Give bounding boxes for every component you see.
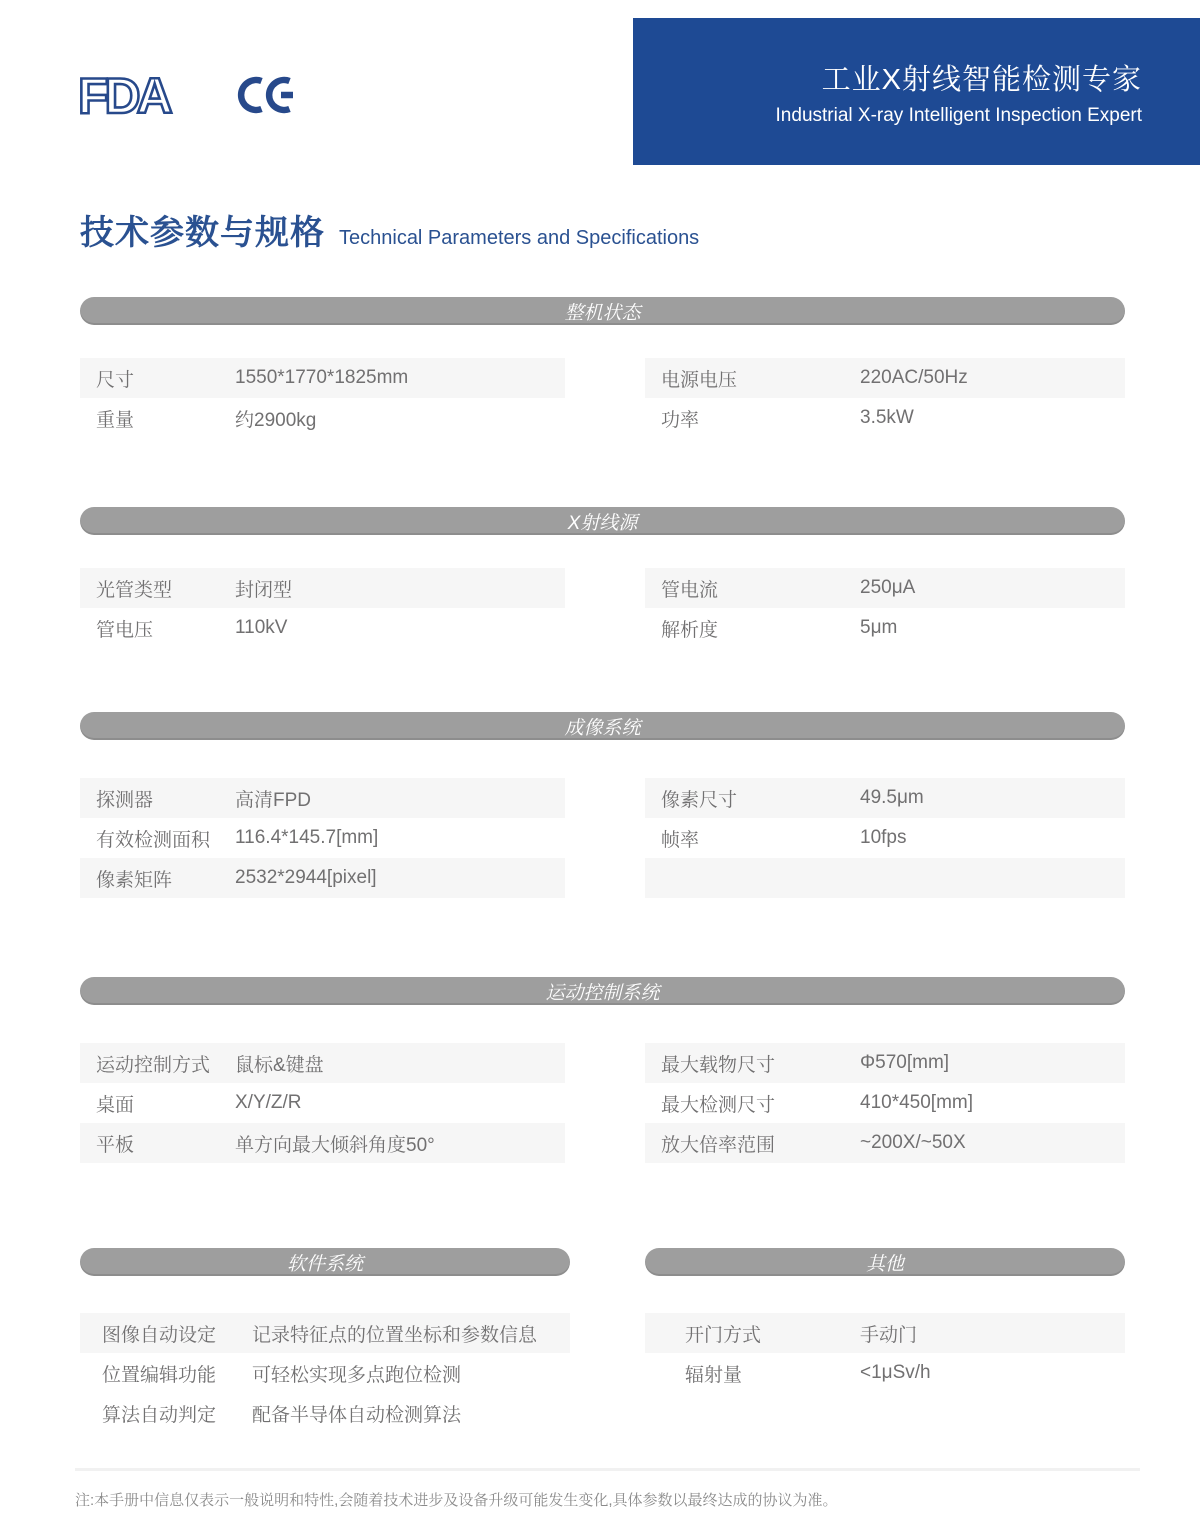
spec-label: 最大载物尺寸 [661,1054,776,1076]
page-title [80,205,699,254]
spec-row [645,1083,1125,1123]
spec-value: 单方向最大倾斜角度50° [235,1134,435,1156]
spec-row [645,778,1125,818]
spec-label: 帧率 [661,829,700,851]
spec-column-right [645,568,1125,648]
section-header-other: 其他 [645,1248,1125,1276]
spec-value: Φ570[mm] [860,1052,950,1073]
fda-logo-icon [78,68,198,127]
spec-column-left [80,568,565,648]
spec-row [80,358,565,398]
spec-row [80,1123,565,1163]
spec-row [80,1313,570,1353]
spec-label: 光管类型 [96,579,173,601]
spec-value: 116.4*145.7[mm] [235,827,379,848]
spec-row [80,1393,570,1433]
page-title-cn: 技术参数与规格 [80,214,325,252]
spec-value: 1550*1770*1825mm [235,367,409,388]
spec-row [80,1083,565,1123]
spec-label: 开门方式 [685,1324,762,1346]
spec-label: 最大检测尺寸 [661,1094,776,1116]
spec-value: 3.5kW [860,407,914,428]
spec-column-left [80,358,565,438]
spec-row [645,398,1125,438]
spec-row [645,818,1125,858]
spec-value: <1μSv/h [860,1362,931,1383]
spec-row-empty [645,858,1125,898]
spec-row [645,358,1125,398]
spec-row [645,1123,1125,1163]
spec-label: 平板 [96,1134,135,1156]
spec-row [80,858,565,898]
section-header-machine-status: 整机状态 [80,297,1125,325]
spec-value: 约2900kg [235,409,317,431]
spec-value: 手动门 [860,1324,918,1346]
spec-label: 辐射量 [685,1364,743,1386]
section-imaging-system [80,712,1125,891]
spec-label: 有效检测面积 [96,829,211,851]
spec-value: 10fps [860,827,907,848]
spec-row [80,778,565,818]
ce-mark-icon [236,73,298,122]
spec-label: 管电流 [661,579,719,601]
spec-value: 250μA [860,577,916,598]
spec-column-left [80,1043,565,1163]
spec-value: 记录特征点的位置坐标和参数信息 [252,1324,538,1346]
spec-value: 可轻松实现多点跑位检测 [252,1364,462,1386]
spec-value: ~200X/~50X [860,1132,966,1153]
software-column [80,1313,570,1433]
section-xray-source [80,507,1125,641]
section-header-software: 软件系统 [80,1248,570,1276]
spec-row [80,568,565,608]
section-motion-control [80,977,1125,1156]
spec-value: 110kV [235,617,288,638]
spec-row [645,1313,1125,1353]
spec-value: 高清FPD [235,789,312,811]
banner-title-cn: 工业X射线智能检测专家 [821,63,1142,96]
spec-row [645,608,1125,648]
spec-row [645,568,1125,608]
spec-row [80,398,565,438]
section-header-motion-control: 运动控制系统 [80,977,1125,1005]
spec-value: 2532*2944[pixel] [235,867,377,888]
spec-column-right [645,778,1125,898]
page-title-en: Technical Parameters and Specifications [339,227,700,249]
section-header-xray-source: X射线源 [80,507,1125,535]
spec-row [80,818,565,858]
spec-label: 算法自动判定 [102,1404,217,1426]
spec-label: 图像自动设定 [102,1324,217,1346]
spec-label: 尺寸 [96,369,135,391]
spec-label: 像素尺寸 [661,789,738,811]
spec-column-right [645,358,1125,438]
spec-value: X/Y/Z/R [235,1092,302,1113]
spec-value: 配备半导体自动检测算法 [252,1404,462,1426]
spec-label: 运动控制方式 [96,1054,211,1076]
svg-text:FDA: FDA [78,68,169,122]
header-banner [633,18,1200,165]
spec-row [80,608,565,648]
spec-row [645,1043,1125,1083]
spec-column-left [80,778,565,898]
spec-label: 放大倍率范围 [661,1134,776,1156]
spec-row [645,1353,1125,1393]
spec-value: 鼠标&键盘 [235,1054,324,1076]
section-header-imaging-system: 成像系统 [80,712,1125,740]
footer-divider [75,1468,1140,1471]
spec-label: 功率 [661,409,700,431]
spec-label: 桌面 [96,1094,135,1116]
spec-value: 5μm [860,617,898,638]
spec-label: 探测器 [96,789,154,811]
spec-value: 49.5μm [860,787,924,808]
certification-logos [78,68,298,127]
spec-label: 位置编辑功能 [102,1364,217,1386]
section-machine-status [80,297,1125,431]
other-column [645,1313,1125,1393]
spec-row [80,1043,565,1083]
spec-label: 像素矩阵 [96,869,173,891]
spec-row [80,1353,570,1393]
spec-label: 重量 [96,409,135,431]
spec-value: 封闭型 [235,579,293,601]
spec-label: 电源电压 [661,369,738,391]
spec-column-right [645,1043,1125,1163]
banner-title-en: Industrial X-ray Intelligent Inspection Expert [775,104,1142,126]
spec-label: 管电压 [96,619,154,641]
spec-value: 410*450[mm] [860,1092,974,1113]
spec-value: 220AC/50Hz [860,367,968,388]
footer-note: 注:本手册中信息仅表示一般说明和特性,会随着技术进步及设备升级可能发生变化,具体参数以最终达成的协议为准。 [75,1492,838,1509]
spec-label: 解析度 [661,619,719,641]
